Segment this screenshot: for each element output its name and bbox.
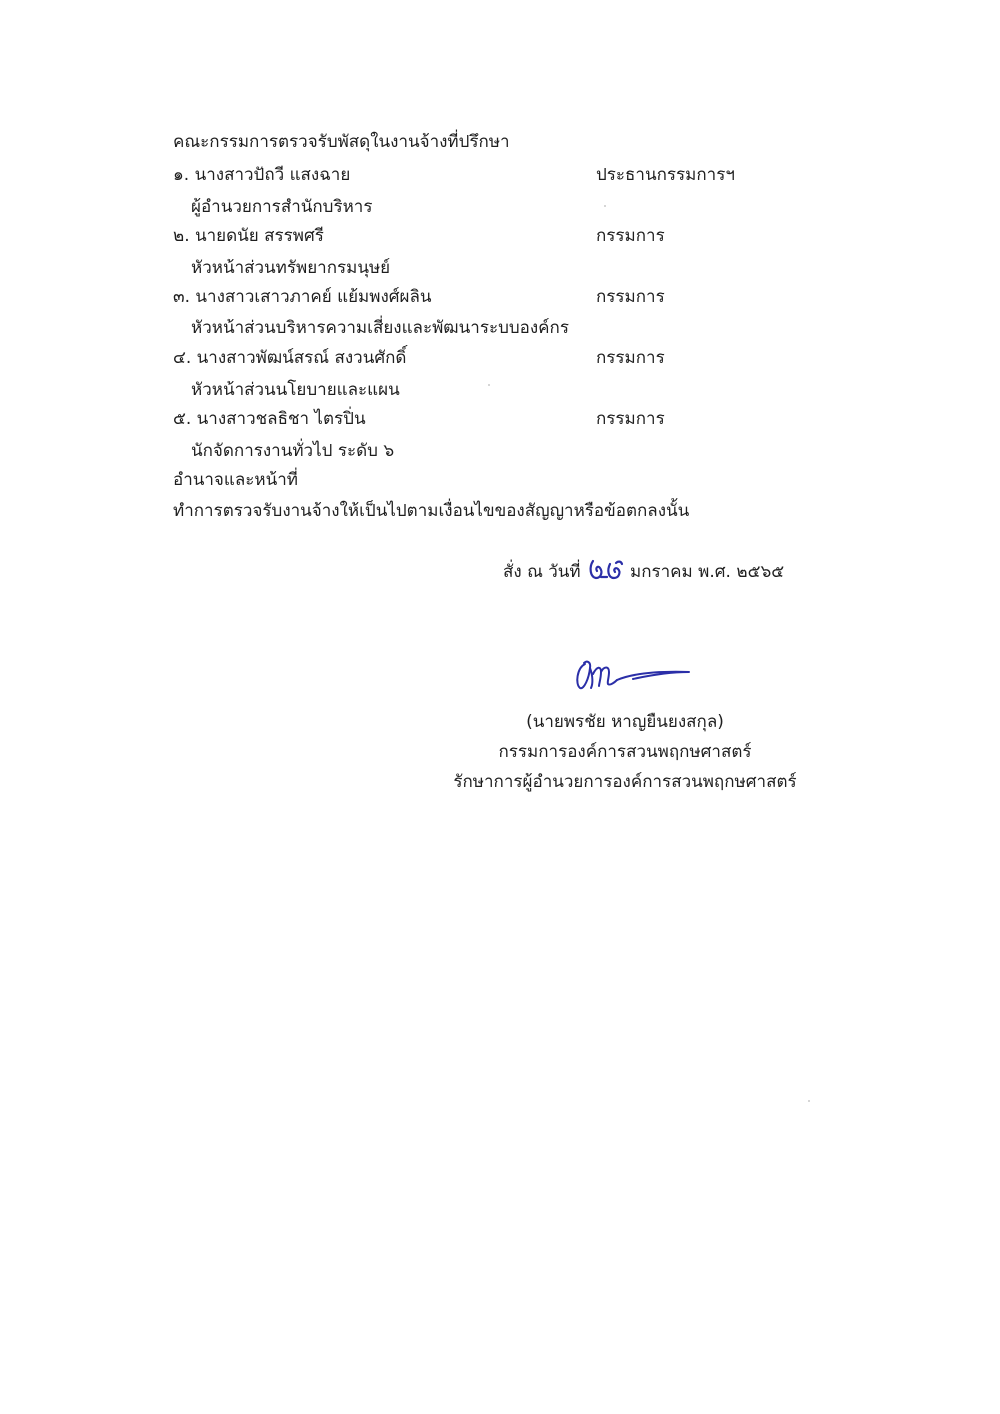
member-2-role: กรรมการ [596,226,665,246]
signatory-title-2: รักษาการผู้อำนวยการองค์การสวนพฤกษศาสตร์ [453,772,797,792]
member-5-name: ๕. นางสาวชลธิชา ไตรปิ่น [173,409,366,429]
member-4-position: หัวหน้าส่วนนโยบายและแผน [191,380,400,400]
duties-heading: อำนาจและหน้าที่ [173,470,298,490]
order-date-prefix: สั่ง ณ วันที่ [503,562,581,582]
member-2-name: ๒. นายดนัย สรรพศรี [173,226,324,246]
member-3-role: กรรมการ [596,287,665,307]
member-1-name: ๑. นางสาวปัถวี แสงฉาย [173,165,351,185]
duties-text: ทำการตรวจรับงานจ้างให้เป็นไปตามเงื่อนไขของสัญญาหรือข้อตกลงนั้น [173,501,690,521]
member-5-position: นักจัดการงานทั่วไป ระดับ ๖ [191,441,395,461]
signatory-name: (นายพรชัย หาญยืนยงสกุล) [526,712,724,732]
scan-speck [808,1100,810,1102]
member-4-role: กรรมการ [596,348,665,368]
member-2-position: หัวหน้าส่วนทรัพยากรมนุษย์ [191,258,391,278]
member-3-position: หัวหน้าส่วนบริหารความเสี่ยงและพัฒนาระบบองค์กร [191,318,569,338]
order-date-month-year: มกราคม พ.ศ. ๒๕๖๕ [630,562,785,582]
scan-speck [488,384,490,386]
member-1-position: ผู้อำนวยการสำนักบริหาร [191,197,373,217]
member-4-name: ๔. นางสาวพัฒน์สรณ์ สงวนศักดิ์ [173,348,407,368]
signature-image [571,654,693,694]
committee-heading: คณะกรรมการตรวจรับพัสดุในงานจ้างที่ปรึกษา [173,132,510,152]
scan-speck [604,205,606,207]
signatory-title-1: กรรมการองค์การสวนพฤกษศาสตร์ [498,742,752,762]
handwritten-day [587,557,627,583]
member-1-role: ประธานกรรมการฯ [596,165,735,185]
member-3-name: ๓. นางสาวเสาวภาคย์ แย้มพงศ์ผลิน [173,287,432,307]
member-5-role: กรรมการ [596,409,665,429]
